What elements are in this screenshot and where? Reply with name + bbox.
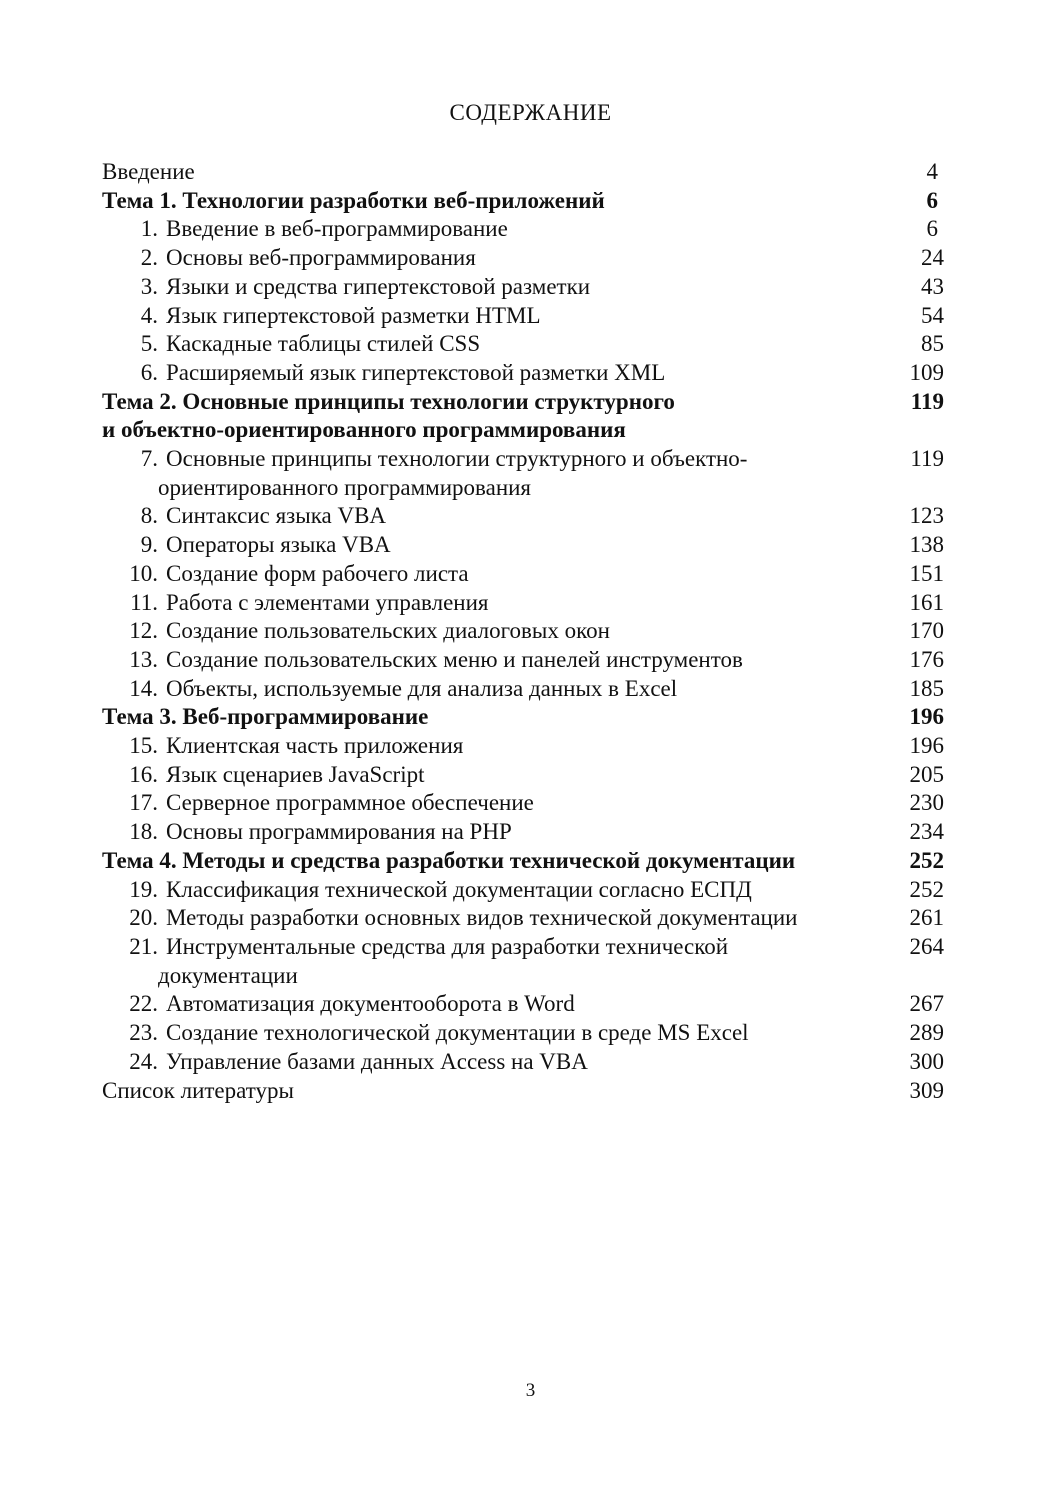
toc-entry-title <box>102 158 944 187</box>
toc-entry-title <box>102 904 944 933</box>
toc-entry <box>102 1048 944 1077</box>
toc-entry-page: 234 <box>909 819 944 845</box>
toc-entry <box>102 359 944 388</box>
toc-entry <box>102 502 944 531</box>
toc-entry-page: 6 <box>926 187 938 213</box>
toc-entry-page: 252 <box>909 876 944 902</box>
toc-entry-title <box>102 789 944 818</box>
toc-entry <box>102 302 944 331</box>
toc-entry <box>102 1019 944 1048</box>
toc-entry-page: 185 <box>909 675 944 701</box>
toc-entry-number: 20. <box>129 905 158 931</box>
toc-entry-number: 3. <box>140 273 158 299</box>
toc-entry <box>102 617 944 646</box>
toc-entry-number: 9. <box>140 532 158 558</box>
page-title: СОДЕРЖАНИЕ <box>449 100 612 125</box>
toc-entry-title <box>102 1077 944 1106</box>
toc-entry-label: Язык гипертекстовой разметки HTML <box>166 302 541 328</box>
toc-entry-title <box>102 761 944 790</box>
toc-entry-page: 267 <box>909 991 944 1017</box>
toc-entry-label: Операторы языка VBA <box>166 532 391 558</box>
toc-entry <box>102 732 944 761</box>
toc-entry-title <box>102 502 944 531</box>
toc-entry-label: Инструментальные средства для разработки технической <box>166 933 729 959</box>
page-number: 3 <box>525 1380 536 1401</box>
toc-entry-number: 15. <box>129 733 158 759</box>
toc-entry <box>102 158 944 187</box>
toc-entry-title <box>102 990 944 1019</box>
toc-entry-number: 1. <box>140 216 158 242</box>
toc-entry-title <box>102 617 944 646</box>
toc-entry-label: Тема 1. Технологии разработки веб-приложений <box>102 187 605 213</box>
toc-entry-page: 161 <box>909 589 944 615</box>
toc-entry-label: Методы разработки основных видов технической документации <box>166 905 798 931</box>
toc-entry-page: 289 <box>909 1020 944 1046</box>
toc-entry <box>102 1077 944 1106</box>
toc-entry-page: 196 <box>909 733 944 759</box>
toc-entry-label: и объектно-ориентированного программирования <box>102 417 626 443</box>
toc-entry-page: 24 <box>921 245 944 271</box>
toc-entry-label: Синтаксис языка VBA <box>166 503 387 529</box>
toc-entry <box>102 589 944 618</box>
toc-entry-page: 261 <box>909 905 944 931</box>
toc-entry <box>102 273 944 302</box>
toc-entry-page: 85 <box>921 331 944 357</box>
toc-entry-number: 12. <box>129 618 158 644</box>
toc-entry-title <box>102 359 944 388</box>
toc-entry-label: Классификация технической документации согласно ЕСПД <box>166 876 752 902</box>
toc-entry-number: 10. <box>129 560 158 586</box>
toc-entry-number: 2. <box>140 245 158 271</box>
toc-entry-label: Работа с элементами управления <box>166 589 489 615</box>
toc-entry-number: 6. <box>140 359 158 385</box>
toc-entry-title <box>102 302 944 331</box>
toc-entry <box>102 445 944 502</box>
toc-entry-label: Тема 4. Методы и средства разработки технической документации <box>102 847 796 873</box>
toc-entry-number: 23. <box>129 1020 158 1046</box>
toc-entry-label: Введение <box>102 159 195 184</box>
toc-entry-label: Создание технологической документации в среде MS Excel <box>166 1020 749 1046</box>
toc-entry-label: Основы программирования на PHP <box>166 819 512 845</box>
toc-entry-label: Каскадные таблицы стилей CSS <box>166 331 481 357</box>
toc-entry-number: 7. <box>140 446 158 472</box>
toc-entry-number: 24. <box>129 1048 158 1074</box>
toc-entry-number: 4. <box>140 302 158 328</box>
toc-entry <box>102 761 944 790</box>
toc-entry-page: 205 <box>909 761 944 787</box>
toc-entry-label: Язык сценариев JavaScript <box>166 761 425 787</box>
toc-entry <box>102 876 944 905</box>
toc-entry-page: 6 <box>926 216 938 242</box>
toc-entry-label: Основные принципы технологии структурного и объектно- <box>166 446 748 472</box>
toc-entry-title <box>102 589 944 618</box>
toc-entry-title <box>102 675 944 704</box>
toc-entry-label: Расширяемый язык гипертекстовой разметки XML <box>166 359 666 385</box>
toc-entry <box>102 215 944 244</box>
toc-entry-title <box>102 560 944 589</box>
toc-entry-title <box>102 933 944 962</box>
toc-entry-title <box>102 445 944 474</box>
toc-entry <box>102 990 944 1019</box>
toc-entry-label: Основы веб-программирования <box>166 245 476 271</box>
toc-entry-number: 8. <box>140 503 158 529</box>
toc-entry-label: Управление базами данных Access на VBA <box>166 1048 588 1074</box>
toc-entry-label: Список литературы <box>102 1077 294 1103</box>
toc-entry-page: 4 <box>926 159 938 184</box>
toc-entry-title <box>102 876 944 905</box>
toc-entry <box>102 187 944 216</box>
toc-entry-continuation: документации <box>158 962 298 988</box>
toc-entry-page: 196 <box>909 704 944 730</box>
toc-entry-continuation: ориентированного программирования <box>158 474 532 500</box>
toc-entry-label: Объекты, используемые для анализа данных в Excel <box>166 675 678 701</box>
toc-entry-title <box>102 531 944 560</box>
toc-entry-label: Тема 2. Основные принципы технологии структурного <box>102 388 675 414</box>
toc-entry-number: 22. <box>129 991 158 1017</box>
toc-entry-title <box>102 1048 944 1077</box>
toc-entry-title <box>102 732 944 761</box>
toc-entry-label: Создание форм рабочего листа <box>166 560 469 586</box>
toc-entry-title <box>102 847 944 876</box>
toc-entry-number: 5. <box>140 331 158 357</box>
toc-entry-title <box>102 416 944 445</box>
toc-entry-label: Серверное программное обеспечение <box>166 790 534 816</box>
toc-entry-title <box>102 818 944 847</box>
toc-entry-label: Автоматизация документооборота в Word <box>166 991 575 1017</box>
toc-entry <box>102 646 944 675</box>
toc-entry-title <box>102 388 944 417</box>
toc-entry-title <box>102 215 944 244</box>
toc-entry-label: Введение в веб-программирование <box>166 216 508 242</box>
toc-entry-number: 11. <box>130 589 158 615</box>
toc-entry-title <box>102 703 944 732</box>
toc-entry-page: 109 <box>909 359 944 385</box>
toc-entry-number: 13. <box>129 646 158 672</box>
toc-entry-page: 138 <box>909 532 944 558</box>
toc-entry-page: 123 <box>909 503 944 529</box>
toc-entry <box>102 933 944 990</box>
toc-entry-page: 43 <box>921 273 944 299</box>
toc-entry-label: Создание пользовательских диалоговых окон <box>166 618 610 644</box>
toc-entry <box>102 789 944 818</box>
toc-entry-title <box>102 187 944 216</box>
toc-entry <box>102 531 944 560</box>
toc-entry-title <box>102 330 944 359</box>
toc-entry <box>102 416 944 445</box>
toc-entry-page: 309 <box>909 1077 944 1103</box>
toc-entry-label: Создание пользовательских меню и панелей инструментов <box>166 646 743 672</box>
toc-entry <box>102 560 944 589</box>
toc-entry-number: 19. <box>129 876 158 902</box>
toc-entry-label: Тема 3. Веб-программирование <box>102 704 429 730</box>
toc-entry <box>102 847 944 876</box>
toc-entry-page: 176 <box>909 646 944 672</box>
toc-entry-page: 54 <box>921 302 944 328</box>
toc-entry <box>102 904 944 933</box>
toc-entry-title <box>102 646 944 675</box>
toc-entry-number: 18. <box>129 819 158 845</box>
toc-entry <box>102 675 944 704</box>
toc-entry-page: 230 <box>909 790 944 816</box>
table-of-contents <box>102 158 944 1105</box>
toc-entry-label: Языки и средства гипертекстовой разметки <box>166 273 591 299</box>
toc-entry-title <box>102 273 944 302</box>
toc-entry-page: 252 <box>909 847 944 873</box>
toc-entry-number: 17. <box>129 790 158 816</box>
toc-entry <box>102 388 944 417</box>
toc-entry-page: 119 <box>910 446 944 472</box>
toc-entry-page: 300 <box>909 1048 944 1074</box>
toc-entry-number: 16. <box>129 761 158 787</box>
toc-entry-page: 151 <box>909 560 944 586</box>
toc-entry-page: 119 <box>910 388 944 414</box>
toc-entry <box>102 244 944 273</box>
toc-entry <box>102 818 944 847</box>
toc-entry <box>102 330 944 359</box>
toc-entry-title <box>102 244 944 273</box>
toc-entry-page: 264 <box>909 933 944 959</box>
toc-entry <box>102 703 944 732</box>
toc-entry-title <box>102 1019 944 1048</box>
toc-entry-page: 170 <box>909 618 944 644</box>
toc-entry-number: 21. <box>129 933 158 959</box>
toc-entry-label: Клиентская часть приложения <box>166 733 464 759</box>
toc-entry-number: 14. <box>129 675 158 701</box>
